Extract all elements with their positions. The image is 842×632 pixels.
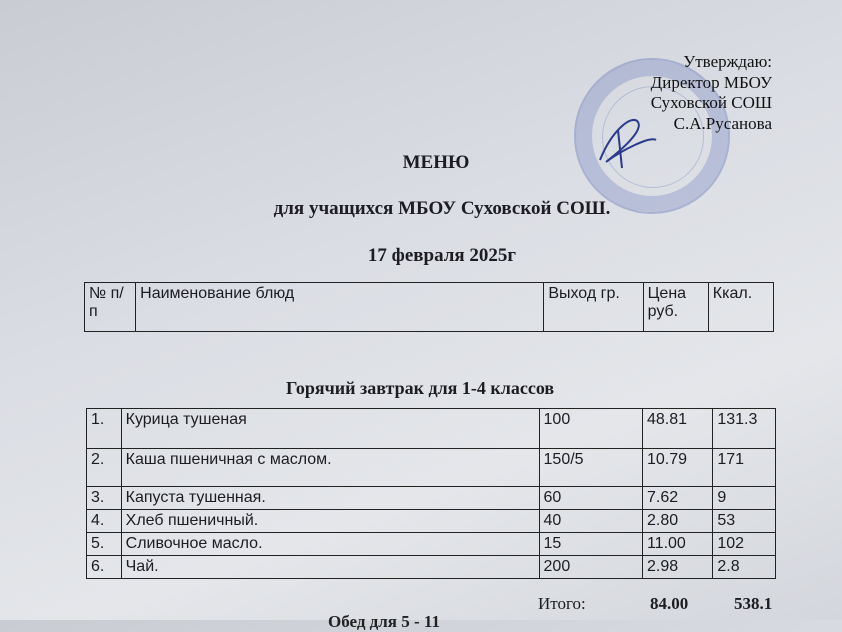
approval-position: Директор МБОУ — [650, 72, 772, 92]
item-name: Хлеб пшеничный. — [121, 510, 539, 533]
item-kcal: 9 — [713, 487, 776, 510]
item-num: 2. — [87, 449, 122, 487]
item-name: Сливочное масло. — [121, 533, 539, 556]
item-num: 6. — [87, 556, 122, 579]
item-price: 10.79 — [642, 449, 712, 487]
item-kcal: 102 — [713, 533, 776, 556]
table-row — [87, 510, 776, 533]
item-price: 11.00 — [642, 533, 712, 556]
total-label: Итого: — [538, 594, 586, 613]
total-kcal: 538.1 — [734, 594, 773, 613]
item-name: Чай. — [121, 556, 539, 579]
item-output: 60 — [539, 487, 642, 510]
item-num: 4. — [87, 510, 122, 533]
item-output: 150/5 — [539, 449, 642, 487]
table-row — [87, 556, 776, 579]
page-title: МЕНЮ — [402, 152, 470, 173]
menu-table — [86, 408, 776, 579]
next-section-title-cut: Обед для 5 - 11 — [328, 612, 440, 631]
item-price: 48.81 — [642, 409, 712, 449]
table-row — [87, 533, 776, 556]
item-price: 2.80 — [642, 510, 712, 533]
total-price: 84.00 — [650, 594, 689, 613]
page-subtitle: для учащихся МБОУ Суховской СОШ. — [273, 198, 611, 219]
item-kcal: 53 — [713, 510, 776, 533]
item-kcal: 171 — [713, 449, 776, 487]
section-title: Горячий завтрак для 1-4 классов — [286, 378, 555, 398]
header-price: Цена руб. — [643, 283, 708, 332]
item-output: 200 — [539, 556, 642, 579]
approval-label: Утверждаю: — [683, 52, 772, 71]
item-kcal: 131.3 — [713, 409, 776, 449]
header-table — [84, 282, 774, 332]
item-num: 5. — [87, 533, 122, 556]
table-row — [87, 409, 776, 449]
item-price: 2.98 — [642, 556, 712, 579]
item-num: 3. — [87, 487, 122, 510]
item-price: 7.62 — [642, 487, 712, 510]
item-kcal: 2.8 — [713, 556, 776, 579]
approval-name: С.А.Русанова — [673, 113, 772, 133]
header-row — [85, 283, 774, 332]
header-num: № п/п — [85, 283, 136, 332]
item-name: Капуста тушенная. — [121, 487, 539, 510]
approval-school: Суховской СОШ — [650, 93, 772, 112]
approval-block — [632, 52, 772, 134]
header-name: Наименование блюд — [136, 283, 544, 332]
table-row — [87, 449, 776, 487]
header-kcal: Ккал. — [708, 283, 773, 332]
item-output: 40 — [539, 510, 642, 533]
item-name: Курица тушеная — [121, 409, 539, 449]
item-num: 1. — [87, 409, 122, 449]
item-name: Каша пшеничная с маслом. — [121, 449, 539, 487]
header-output: Выход гр. — [544, 283, 643, 332]
table-row — [87, 487, 776, 510]
item-output: 100 — [539, 409, 642, 449]
menu-date: 17 февраля 2025г — [367, 245, 517, 266]
item-output: 15 — [539, 533, 642, 556]
